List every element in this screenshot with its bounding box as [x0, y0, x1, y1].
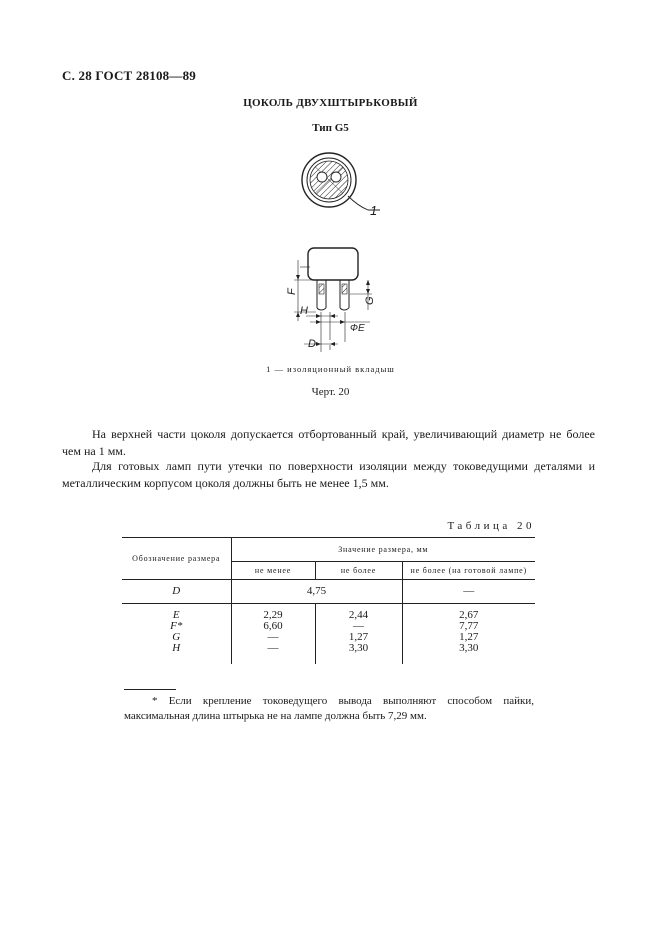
row-label: H: [172, 642, 181, 654]
header-value: Значение размера, мм: [231, 538, 535, 562]
table-row: [122, 580, 535, 604]
dim-label-f: F: [286, 288, 298, 295]
col-max: [315, 604, 402, 665]
cell-max-lamp: 7,77: [459, 620, 479, 632]
dimensions-table: [122, 537, 535, 664]
dim-label-h: H: [300, 305, 308, 317]
page-header: С. 28 ГОСТ 28108—89: [62, 68, 196, 83]
base-drawing: [270, 144, 420, 356]
row-labels: [122, 604, 231, 665]
dim-label-d: D: [308, 338, 316, 350]
row-label: D: [122, 580, 231, 604]
paragraph-2: [62, 458, 595, 492]
row-label: F*: [170, 620, 183, 632]
cell-max-lamp: 2,67: [459, 609, 479, 621]
dim-label-g: G: [364, 296, 376, 305]
paragraph-1-text: На верхней части цоколя допускается отбортованный край, увеличивающий диаметр не более чем на 1 мм.: [62, 427, 595, 458]
header-designation: Обозначение размера: [122, 538, 231, 580]
cell-min: —: [267, 642, 279, 654]
cell-value: 4,75: [231, 580, 402, 604]
paragraph-2-text: Для готовых ламп пути утечки по поверхности изоляции между токоведущими деталями и металлическим корпусом цоколя должны быть не менее 1,5 мм.: [62, 459, 595, 490]
header-max-lamp: не более (на готовой лампе): [402, 562, 535, 580]
figure-subtitle: Тип G5: [312, 122, 349, 134]
figure-title: ЦОКОЛЬ ДВУХШТЫРЬКОВЫЙ: [243, 97, 418, 109]
row-label: G: [172, 631, 181, 643]
table-caption: Таблица 20: [447, 520, 535, 532]
cell-max: 3,30: [348, 642, 369, 654]
footnote-text: * Если крепление токоведущего вывода выполняют способом пайки, максимальная длина штырька не на лампе должна быть 7,29 мм.: [124, 695, 534, 722]
cell-min: —: [267, 631, 279, 643]
header-max: не более: [315, 562, 402, 580]
figure-caption: Черт. 20: [311, 386, 350, 398]
cell-max: 2,44: [348, 609, 369, 621]
cell-min: 2,29: [263, 609, 283, 621]
cell-max-lamp: —: [402, 580, 535, 604]
row-label: E: [172, 609, 180, 621]
footnote-divider: [124, 689, 176, 690]
cell-max-lamp: 3,30: [459, 642, 479, 654]
figure-legend: 1 — изоляционный вкладыш: [266, 364, 395, 374]
paragraph-1: [62, 426, 595, 460]
dim-label-e: ФE: [350, 323, 365, 334]
side-view: [286, 248, 376, 352]
footnote: [124, 694, 534, 724]
header-min: не менее: [231, 562, 315, 580]
table-row: [122, 604, 535, 665]
col-max-lamp: [402, 604, 535, 665]
callout-number: 1: [370, 203, 378, 218]
cell-min: 6,60: [263, 620, 283, 632]
cell-max: 1,27: [348, 631, 369, 643]
cell-max-lamp: 1,27: [459, 631, 479, 643]
col-min: [231, 604, 315, 665]
cell-max: —: [353, 620, 364, 632]
top-view: [302, 153, 380, 218]
